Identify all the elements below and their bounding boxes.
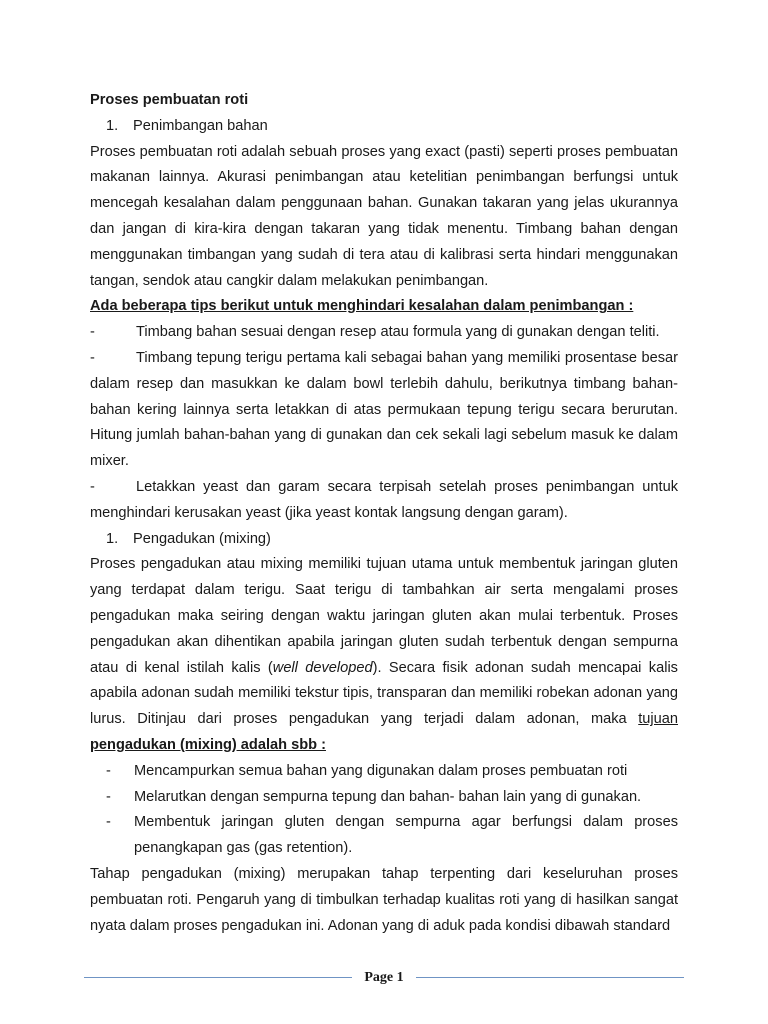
- document-body: [90, 88, 678, 939]
- footer-rule-left: [84, 977, 352, 978]
- section-heading-penimbangan: [90, 114, 678, 140]
- dash-bullet: -: [90, 324, 95, 341]
- italic-term: well developed: [272, 659, 373, 676]
- page-number: Page 1: [364, 970, 404, 985]
- page-footer: [84, 966, 684, 990]
- list-item-text: Melarutkan dengan sempurna tepung dan bahan- bahan lain yang di gunakan.: [134, 788, 642, 805]
- tip-text: Timbang tepung terigu pertama kali sebagai bahan yang memiliki prosentase besar dalam resep dan masukkan ke dalam bowl terlebih dahulu, berikutnya timbang bahan-bahan kering lainnya serta letakkan di atas permukaan tepung terigu secara berurutan. Hitung jumlah bahan-bahan yang di gunakan dan cek sekali lagi sebelum masuk ke dalam mixer.: [90, 349, 678, 470]
- tips-heading: Ada beberapa tips berikut untuk menghindari kesalahan dalam penimbangan :: [90, 298, 634, 315]
- section-number: 1.: [106, 117, 119, 134]
- paragraph-penimbangan: Proses pembuatan roti adalah sebuah proses yang exact (pasti) seperti proses pembuatan makanan lainnya. Akurasi penimbangan atau ketelitian penimbangan berfungsi untuk mencegah kesalahan dalam penggunaan bahan. Gunakan takaran yang jelas ukurannya dan jangan di kira-kira dengan takaran yang tidak menentu. Timbang bahan dengan menggunakan timbangan yang sudah di tera atau di kalibrasi serta hindari menggunakan tangan, sendok atau cangkir dalam melakukan penimbangan.: [90, 143, 678, 289]
- tip-item: [90, 346, 678, 475]
- dash-bullet: -: [90, 349, 95, 366]
- dash-bullet: -: [106, 762, 111, 779]
- list-item: [90, 785, 678, 811]
- section-label: Penimbangan bahan: [133, 117, 268, 134]
- dash-bullet: -: [106, 788, 111, 805]
- section-heading-pengadukan: [90, 527, 678, 553]
- document-title: Proses pembuatan roti: [90, 92, 249, 108]
- footer-rule-right: [416, 977, 684, 978]
- list-item: [90, 759, 678, 785]
- tip-item: [90, 320, 678, 346]
- paragraph-tahap-pengadukan: Tahap pengadukan (mixing) merupakan tahap terpenting dari keseluruhan proses pembuatan roti. Pengaruh yang di timbulkan terhadap kualitas roti yang di hasilkan sangat nyata dalam proses pengadukan ini. Adonan yang di aduk pada kondisi dibawah standard: [90, 865, 678, 934]
- tip-text: Timbang bahan sesuai dengan resep atau formula yang di gunakan dengan teliti.: [136, 324, 660, 341]
- tip-item: [90, 475, 678, 527]
- paragraph-text: ). Secara fisik adonan sudah mencapai kalis apabila adonan sudah memiliki tekstur tipis, transparan dan memiliki robekan adonan yang lurus. Ditinjau dari proses pengadukan yang terjadi dalam adonan, maka: [90, 659, 678, 728]
- goals-heading: pengadukan (mixing) adalah sbb :: [90, 736, 326, 753]
- paragraph-text: Proses pengadukan atau mixing memiliki tujuan utama untuk membentuk jaringan gluten yang terdapat dalam terigu. Saat terigu di tambahkan air serta mengalami proses pengadukan maka seiring dengan waktu jaringan gluten akan mulai terbentuk. Proses pengadukan akan dihentikan apabila jaringan gluten sudah terbentuk dengan sempurna atau di kenal istilah kalis (: [90, 556, 678, 676]
- list-item-text: Membentuk jaringan gluten dengan sempurna agar berfungsi dalam proses penangkapan gas (gas retention).: [134, 814, 678, 857]
- paragraph-pengadukan: [90, 552, 678, 758]
- list-item: [90, 810, 678, 862]
- goals-list: [90, 759, 678, 862]
- section-label: Pengadukan (mixing): [133, 530, 271, 547]
- section-number: 1.: [106, 530, 119, 547]
- list-item-text: Mencampurkan semua bahan yang digunakan dalam proses pembuatan roti: [134, 762, 628, 779]
- tip-text: Letakkan yeast dan garam secara terpisah setelah proses penimbangan untuk menghindari kerusakan yeast (jika yeast kontak langsung dengan garam).: [90, 478, 678, 521]
- underlined-text: tujuan: [638, 711, 678, 728]
- dash-bullet: -: [106, 814, 111, 831]
- dash-bullet: -: [90, 478, 95, 495]
